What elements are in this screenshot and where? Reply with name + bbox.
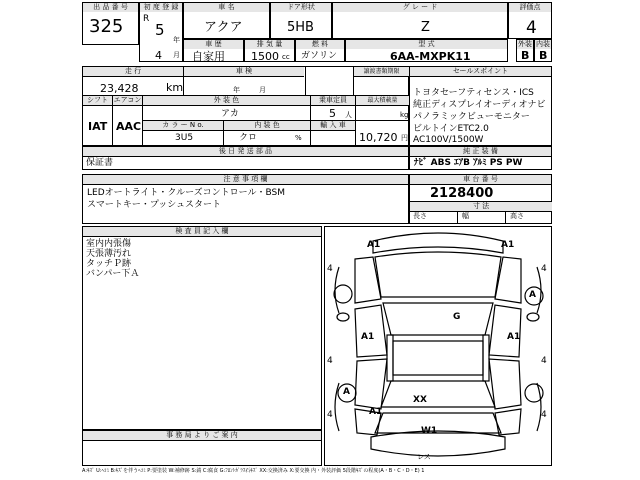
interior-grade-label: 内装 [536, 40, 550, 48]
import-label: 輸 入 車 [311, 121, 355, 131]
displacement-box [244, 39, 295, 62]
usage: 自家用 [192, 50, 225, 63]
import-percent-unit: % [295, 134, 302, 142]
score-box [508, 2, 552, 39]
usage-label: 車 歴 [184, 40, 243, 49]
office-notes-box [82, 430, 322, 466]
width-label: 幅 [462, 212, 469, 220]
tread-rear-left-outer: 4 [327, 356, 333, 366]
aircon-label: エアコン [113, 96, 142, 104]
frame-number-box [409, 174, 552, 224]
tire-rear-right-icon [525, 384, 543, 402]
car-name: アクア [204, 20, 243, 35]
mileage: 23,428 [100, 82, 139, 95]
transfer-document-label: 譲渡書類期限 [354, 67, 409, 77]
sales-points-box [409, 66, 552, 146]
damage-mark-roof: G [453, 312, 461, 322]
door-type: 5HB [287, 20, 314, 35]
interior-grade-box [534, 39, 552, 62]
car-outline-diagram [325, 227, 551, 465]
tire-front-left-icon [334, 285, 352, 303]
inspector-note-2: 天張薄汚れ [86, 249, 132, 259]
damage-mark-right-door: A1 [507, 332, 521, 342]
inspector-note-1: 室内内張傷 [86, 239, 132, 249]
sales-point-3: パノラミックビューモニター [413, 112, 530, 122]
inspector-note-4: バンパー下Ａ [86, 269, 140, 279]
door-type-box [270, 2, 332, 39]
exterior-grade-label: 外装 [518, 40, 532, 48]
notes-label: 注 意 事 項 欄 [83, 175, 408, 185]
standard-equipment-label: 純 正 装 備 [410, 147, 551, 157]
shift-type: IAT [88, 120, 108, 133]
damage-mark-rear-bumper: W1 [421, 426, 438, 436]
frame-number-label: 車 台 番 号 [410, 175, 551, 185]
model-code: 6AA-MXPK11 [390, 50, 471, 63]
tread-front-right-outer: 4 [541, 264, 547, 274]
fuel-label: 燃 料 [296, 40, 344, 49]
era-letter: R [143, 14, 150, 24]
standard-equipment: ﾅﾋﾞ ABS ｴｱB ｱﾙﾐ PS PW [414, 158, 523, 168]
damage-mark-front-left: A1 [367, 240, 381, 250]
tread-rear-left-lower: 4 [327, 410, 333, 420]
tread-front-left-outer: 4 [327, 264, 333, 274]
exterior-color: アカ [221, 109, 239, 119]
interior-grade: B [539, 49, 548, 62]
displacement: 1500 [251, 50, 279, 63]
inspector-note-3: タッチＰ跡 [86, 259, 132, 269]
interior-color-label: 内 装 色 [224, 121, 310, 131]
first-registration-box [139, 2, 183, 62]
parts-to-follow: 保証書 [86, 158, 114, 168]
max-load-label: 最大積載量 [356, 96, 409, 106]
shift-label: シフト [83, 96, 113, 106]
month-unit: 月 [173, 51, 180, 59]
mileage-unit: km [166, 81, 184, 94]
sales-point-2: 純正ディスプレイオーディオナビ [413, 100, 546, 110]
inspector-notes-label: 検 査 員 記 入 欄 [83, 227, 321, 237]
sales-point-4: ビルトインETC2.0 [413, 124, 489, 134]
dimensions-label: 寸 法 [410, 202, 552, 212]
price-value: 10,720 [359, 131, 398, 144]
displacement-label: 排 気 量 [245, 40, 294, 49]
inspection-month-unit: 月 [259, 86, 266, 94]
capacity: 5 [329, 107, 336, 120]
displacement-unit: cc [282, 53, 290, 61]
length-label: 長さ [413, 212, 427, 220]
lot-number-label: 出 品 番 号 [83, 3, 138, 12]
sales-points-label: セールスポイント [410, 67, 551, 77]
damage-mark-rear-left-tire: A [343, 387, 350, 397]
damage-mark-rear-window: XX [413, 395, 427, 405]
score-label: 評価点 [509, 3, 551, 12]
max-load-unit: kg [400, 111, 409, 119]
damage-mark-left-door: A1 [361, 332, 375, 342]
grade: Z [421, 20, 430, 35]
model-code-label: 型 式 [346, 40, 507, 49]
parts-to-follow-box [82, 146, 409, 170]
car-name-box [183, 2, 270, 39]
car-name-label: 車 名 [184, 3, 269, 12]
frame-number: 2128400 [430, 186, 494, 201]
fuel: ガソリン [301, 51, 338, 61]
rev-label: レス [417, 453, 431, 461]
parts-to-follow-label: 後 日 発 送 部 品 [83, 147, 408, 157]
lot-number-box [82, 2, 139, 45]
note-line-2: スマートキー・プッシュスタート [87, 200, 222, 210]
registration-month: 4 [155, 49, 162, 62]
grade-label: グ レ ー ド [333, 3, 507, 12]
exterior-color-label: 外 装 色 [143, 96, 310, 106]
tread-rear-right-lower: 4 [541, 410, 547, 420]
aircon-type: AAC [116, 120, 142, 133]
registration-year: 5 [155, 21, 165, 39]
height-label: 高さ [510, 212, 524, 220]
inspector-notes-box [82, 226, 322, 430]
inspection-year-unit: 年 [233, 86, 240, 94]
damage-mark-front-right-tire: A [529, 290, 536, 300]
car-diagram-box [324, 226, 552, 466]
damage-mark-front-right: A1 [501, 240, 515, 250]
exterior-grade: B [521, 49, 530, 62]
damage-legend: A:ｷｽﾞ U:ﾍｺﾐ B:ｷｽﾞを伴うﾍｺﾐ P:要塗装 W:補修跡 S:錆 C:腐食 G:ﾌﾛﾝﾄｶﾞﾗｽ石ｷｽﾞ XX:交換済み X:要交換 内・外装評価 5段階ｷｽﾞの程度(A・B・C・D・E) 1 [82, 468, 425, 474]
year-unit: 年 [173, 36, 180, 44]
capacity-label: 乗車定員 [311, 96, 355, 106]
exterior-grade-box [516, 39, 534, 62]
usage-box [183, 39, 244, 62]
first-registration-label: 初 度 登 録 [140, 3, 182, 12]
inspection-date-label: 車 検 [184, 67, 304, 77]
color-number-label: カ ラ ー N o. [143, 121, 224, 131]
sales-point-5: AC100V/1500W [413, 135, 484, 145]
score: 4 [526, 18, 537, 38]
color-number: 3U5 [175, 133, 194, 143]
fuel-box [295, 39, 345, 62]
lot-number: 325 [89, 16, 124, 37]
interior-color: クロ [239, 133, 258, 143]
capacity-unit: 人 [345, 111, 352, 119]
mileage-label: 走 行 [83, 67, 184, 77]
note-line-1: LEDオートライト・クルーズコントロール・BSM [87, 188, 285, 198]
office-notes-label: 事 務 局 よ り ご 案 内 [83, 431, 321, 441]
vehicle-info-block [82, 66, 409, 146]
model-code-box [345, 39, 508, 62]
grade-box [332, 2, 508, 39]
price-unit: 円 [401, 134, 408, 142]
sales-point-1: トヨタセーフティセンス・ICS [413, 88, 534, 98]
tread-rear-right-outer: 4 [541, 356, 547, 366]
door-type-label: ドア形状 [271, 3, 331, 12]
notes-box [82, 174, 409, 224]
damage-mark-rear-left: A1 [369, 407, 383, 417]
standard-equipment-box [409, 146, 552, 170]
